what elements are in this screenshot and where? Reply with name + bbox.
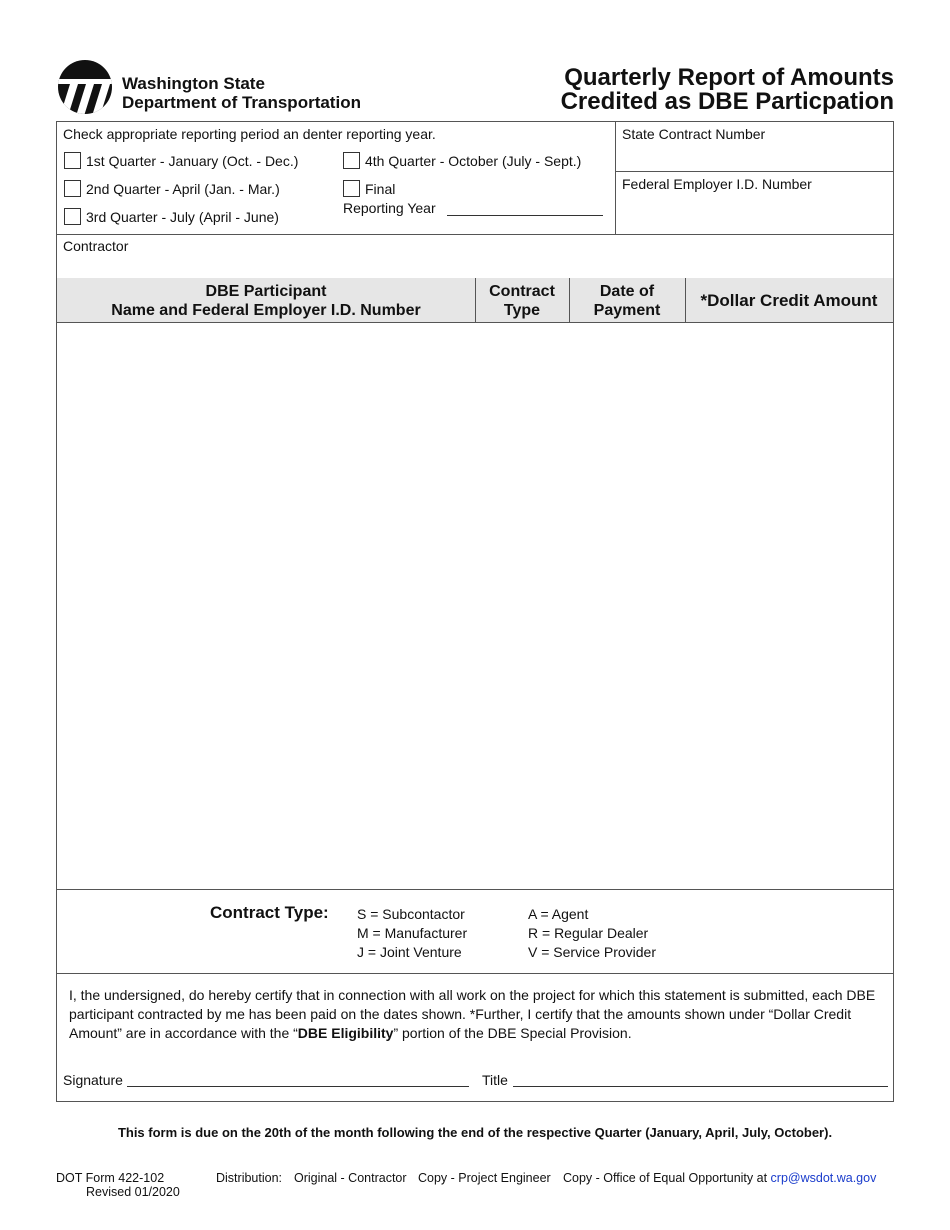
contract-type-codes-left	[357, 905, 467, 962]
contract-type-codes-right	[528, 905, 656, 962]
checkbox-final-label: Final	[365, 181, 396, 197]
checkbox-q4[interactable]	[343, 152, 360, 169]
revised-date: Revised 01/2020	[86, 1185, 180, 1199]
state-contract-number-label: State Contract Number	[622, 126, 766, 142]
column-header-dollar-credit-amount: *Dollar Credit Amount	[700, 291, 878, 310]
reporting-year-field[interactable]	[447, 215, 603, 216]
column-header-date-of-payment	[569, 282, 685, 320]
distribution-copy-oeo-text: Copy - Office of Equal Opportunity at	[563, 1171, 768, 1185]
divider	[57, 973, 893, 974]
title-field[interactable]	[513, 1086, 888, 1087]
contract-type-code: M = Manufacturer	[357, 925, 468, 941]
signature-field[interactable]	[127, 1086, 469, 1087]
title-label: Title	[482, 1072, 508, 1088]
column-header-line: Date of	[599, 283, 655, 300]
agency-name-line2: Department of Transportation	[122, 93, 361, 112]
distribution-label: Distribution:	[216, 1171, 282, 1185]
column-header-line: Type	[503, 302, 541, 319]
divider	[615, 171, 893, 172]
reporting-year-label: Reporting Year	[343, 200, 436, 216]
divider	[615, 122, 616, 235]
column-header-line: Payment	[593, 302, 661, 319]
certification-text: I, the undersigned, do hereby certify that in connection with all work on the project for which this statement is submitted, each DBE participant contracted by me has been paid on the dates shown. *Further, I certify that the amounts shown under “Dollar Credit Amount” are in accordance with the “	[69, 987, 876, 1041]
checkbox-q4-label: 4th Quarter - October (July - Sept.)	[365, 153, 582, 169]
divider	[57, 889, 893, 890]
distribution-copy-oeo	[563, 1171, 876, 1186]
certification-text: ” portion of the DBE Special Provision.	[393, 1025, 632, 1041]
column-header-line: DBE Participant	[205, 283, 327, 300]
checkbox-q1-label: 1st Quarter - January (Oct. - Dec.)	[86, 153, 299, 169]
contract-type-code: A = Agent	[528, 906, 589, 922]
column-header-contract-type	[475, 282, 569, 320]
report-form	[56, 121, 894, 1102]
due-notice: This form is due on the 20th of the month following the end of the respective Quarter (January, April, July, October).	[117, 1125, 833, 1140]
table-body[interactable]	[57, 323, 893, 889]
distribution-copy-engineer: Copy - Project Engineer	[418, 1171, 551, 1185]
column-header-line: Name and Federal Employer I.D. Number	[111, 302, 421, 319]
agency-name	[122, 74, 361, 112]
checkbox-q1[interactable]	[64, 152, 81, 169]
certification-bold-text: DBE Eligibility	[297, 1025, 394, 1041]
signature-label: Signature	[63, 1072, 123, 1088]
contract-type-code: S = Subcontactor	[357, 906, 465, 922]
checkbox-q2[interactable]	[64, 180, 81, 197]
form-title	[561, 66, 894, 114]
contract-type-code: R = Regular Dealer	[528, 925, 649, 941]
contractor-label: Contractor	[63, 238, 129, 254]
contract-type-code: V = Service Provider	[528, 944, 656, 960]
distribution-original: Original - Contractor	[294, 1171, 407, 1185]
contact-email-link[interactable]: crp@wsdot.wa.gov	[770, 1171, 877, 1185]
checkbox-q3[interactable]	[64, 208, 81, 225]
certification-statement	[69, 986, 881, 1043]
wsdot-logo-icon	[56, 58, 116, 116]
column-header-dbe-participant	[57, 282, 475, 320]
contract-type-code: J = Joint Venture	[357, 944, 462, 960]
checkbox-q2-label: 2nd Quarter - April (Jan. - Mar.)	[86, 181, 280, 197]
form-title-line1: Quarterly Report of Amounts	[564, 64, 894, 91]
column-header-line: Contract	[489, 283, 555, 300]
checkbox-q3-label: 3rd Quarter - July (April - June)	[86, 209, 279, 225]
federal-employer-id-label: Federal Employer I.D. Number	[622, 176, 812, 192]
contract-type-heading: Contract Type:	[210, 903, 329, 922]
divider	[57, 234, 893, 235]
form-title-line2: Credited as DBE Particpation	[560, 88, 894, 115]
checkbox-final[interactable]	[343, 180, 360, 197]
form-number: DOT Form 422-102	[56, 1171, 165, 1185]
period-instruction: Check appropriate reporting period an denter reporting year.	[63, 126, 436, 142]
agency-name-line1: Washington State	[122, 74, 265, 93]
